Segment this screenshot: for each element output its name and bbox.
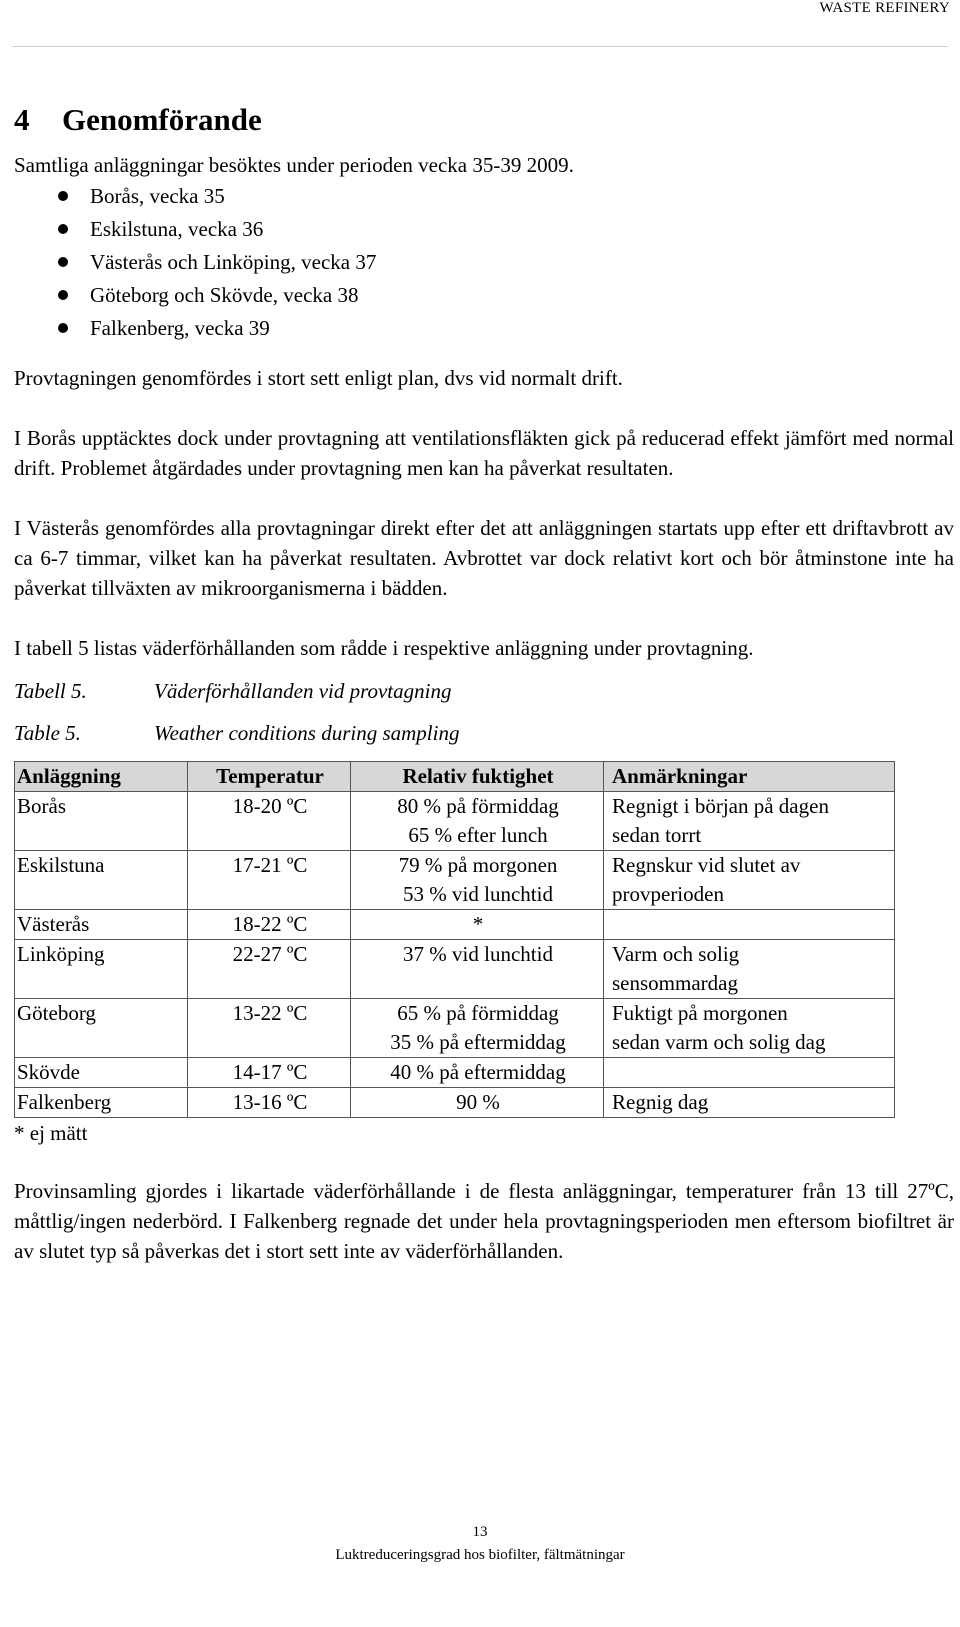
table-caption-swedish <box>14 671 954 713</box>
section-heading <box>14 100 954 140</box>
list-item-text: Eskilstuna, vecka 36 <box>90 217 264 241</box>
list-item-text: Göteborg och Skövde, vecka 38 <box>90 283 359 307</box>
section-number: 4 <box>14 102 30 137</box>
caption-label: Table 5. <box>14 721 81 745</box>
cell-remarks <box>604 1058 895 1088</box>
cell-remarks <box>604 910 895 940</box>
list-item-text: Falkenberg, vecka 39 <box>90 316 270 340</box>
table-row <box>15 792 895 851</box>
column-header-site: Anläggning <box>15 762 188 792</box>
list-item-text: Borås, vecka 35 <box>90 184 225 208</box>
humidity-line: 79 % på morgonen <box>398 853 558 877</box>
table-header-row <box>15 762 895 792</box>
cell-temperature: 13-22 ºC <box>188 999 351 1058</box>
cell-humidity <box>351 940 604 999</box>
cell-temperature: 18-20 ºC <box>188 792 351 851</box>
humidity-line: 90 % <box>456 1090 500 1114</box>
table-row <box>15 1058 895 1088</box>
bullet-icon <box>58 191 68 201</box>
humidity-line: 65 % efter lunch <box>408 823 548 847</box>
table-footnote: * ej mätt <box>14 1121 88 1145</box>
humidity-line: 80 % på förmiddag <box>397 794 559 818</box>
humidity-line: 35 % på eftermiddag <box>390 1030 566 1054</box>
paragraph-plan: Provtagningen genomfördes i stort sett enligt plan, dvs vid normalt drift. <box>14 366 623 390</box>
paragraph-boras: I Borås upptäcktes dock under provtagning att ventilationsfläkten gick på reducerad effekt jämfört med normal drift. Problemet åtgärdades under provtagning men kan ha påverkat resultaten. <box>14 426 954 480</box>
cell-temperature: 13-16 ºC <box>188 1088 351 1118</box>
remarks-line: Regnskur vid slutet av <box>612 853 801 877</box>
cell-site: Borås <box>15 792 188 851</box>
paragraph-summary: Provinsamling gjordes i likartade väderförhållande i de flesta anläggningar, temperaturer från 13 till 27ºC, måttlig/ingen nederbörd. I Falkenberg regnade det under hela provtagningsperioden men eftersom biofiltret är av slutet typ så påverkas det i stort sett inte av väderförhållanden. <box>14 1179 954 1263</box>
cell-site: Eskilstuna <box>15 851 188 910</box>
cell-remarks <box>604 940 895 999</box>
table-row <box>15 940 895 999</box>
cell-remarks <box>604 999 895 1058</box>
remarks-line: provperioden <box>612 882 724 906</box>
paragraph-table-intro: I tabell 5 listas väderförhållanden som rådde i respektive anläggning under provtagning. <box>14 636 754 660</box>
remarks-line: Fuktigt på morgonen <box>612 1001 788 1025</box>
cell-site: Linköping <box>15 940 188 999</box>
cell-humidity <box>351 1058 604 1088</box>
page-number: 13 <box>472 1524 488 1540</box>
remarks-line: sedan torrt <box>612 823 702 847</box>
visit-list <box>14 180 954 345</box>
cell-site: Göteborg <box>15 999 188 1058</box>
cell-remarks <box>604 792 895 851</box>
table-row <box>15 910 895 940</box>
cell-remarks <box>604 1088 895 1118</box>
list-item <box>58 180 954 213</box>
list-item <box>58 213 954 246</box>
remarks-line: sedan varm och solig dag <box>612 1030 826 1054</box>
page-content <box>14 100 954 1266</box>
paragraph-vasteras: I Västerås genomfördes alla provtagningar direkt efter det att anläggningen startats upp efter ett driftavbrott av ca 6-7 timmar, vilket kan ha påverkat resultaten. Avbrottet var dock relativt kort och bör åtminstone inte ha påverkat tillväxten av mikroorganismerna i bädden. <box>14 516 954 600</box>
intro-paragraph: Samtliga anläggningar besöktes under perioden vecka 35-39 2009. <box>14 153 574 177</box>
list-item <box>58 312 954 345</box>
cell-humidity <box>351 910 604 940</box>
cell-humidity <box>351 792 604 851</box>
remarks-line: sensommardag <box>612 971 738 995</box>
list-item <box>58 279 954 312</box>
humidity-line: 40 % på eftermiddag <box>390 1060 566 1084</box>
caption-text: Weather conditions during sampling <box>154 721 460 745</box>
table-row <box>15 999 895 1058</box>
cell-site: Falkenberg <box>15 1088 188 1118</box>
cell-temperature: 18-22 ºC <box>188 910 351 940</box>
caption-label: Tabell 5. <box>14 679 87 703</box>
bullet-icon <box>58 257 68 267</box>
column-header-humidity: Relativ fuktighet <box>351 762 604 792</box>
cell-humidity <box>351 851 604 910</box>
remarks-line: Regnigt i början på dagen <box>612 794 829 818</box>
cell-temperature: 22-27 ºC <box>188 940 351 999</box>
list-item-text: Västerås och Linköping, vecka 37 <box>90 250 377 274</box>
cell-site: Västerås <box>15 910 188 940</box>
cell-humidity <box>351 1088 604 1118</box>
header-divider <box>12 46 948 47</box>
column-header-temperature: Temperatur <box>188 762 351 792</box>
weather-table <box>14 761 895 1118</box>
cell-remarks <box>604 851 895 910</box>
table-caption-english <box>14 713 954 755</box>
humidity-line: 37 % vid lunchtid <box>403 942 553 966</box>
cell-site: Skövde <box>15 1058 188 1088</box>
bullet-icon <box>58 323 68 333</box>
footer-document-title: Luktreduceringsgrad hos biofilter, fältmätningar <box>335 1547 625 1563</box>
humidity-line: * <box>472 912 484 936</box>
table-row <box>15 1088 895 1118</box>
caption-text: Väderförhållanden vid provtagning <box>154 679 452 703</box>
humidity-line: 65 % på förmiddag <box>397 1001 559 1025</box>
column-header-remarks: Anmärkningar <box>604 762 895 792</box>
list-item <box>58 246 954 279</box>
cell-humidity <box>351 999 604 1058</box>
bullet-icon <box>58 224 68 234</box>
table-row <box>15 851 895 910</box>
remarks-line: Varm och solig <box>612 942 740 966</box>
section-title: Genomförande <box>62 102 262 137</box>
cell-temperature: 14-17 ºC <box>188 1058 351 1088</box>
humidity-line: 53 % vid lunchtid <box>403 882 553 906</box>
remarks-line: Regnig dag <box>612 1090 709 1114</box>
running-header: WASTE REFINERY <box>819 0 950 16</box>
bullet-icon <box>58 290 68 300</box>
cell-temperature: 17-21 ºC <box>188 851 351 910</box>
